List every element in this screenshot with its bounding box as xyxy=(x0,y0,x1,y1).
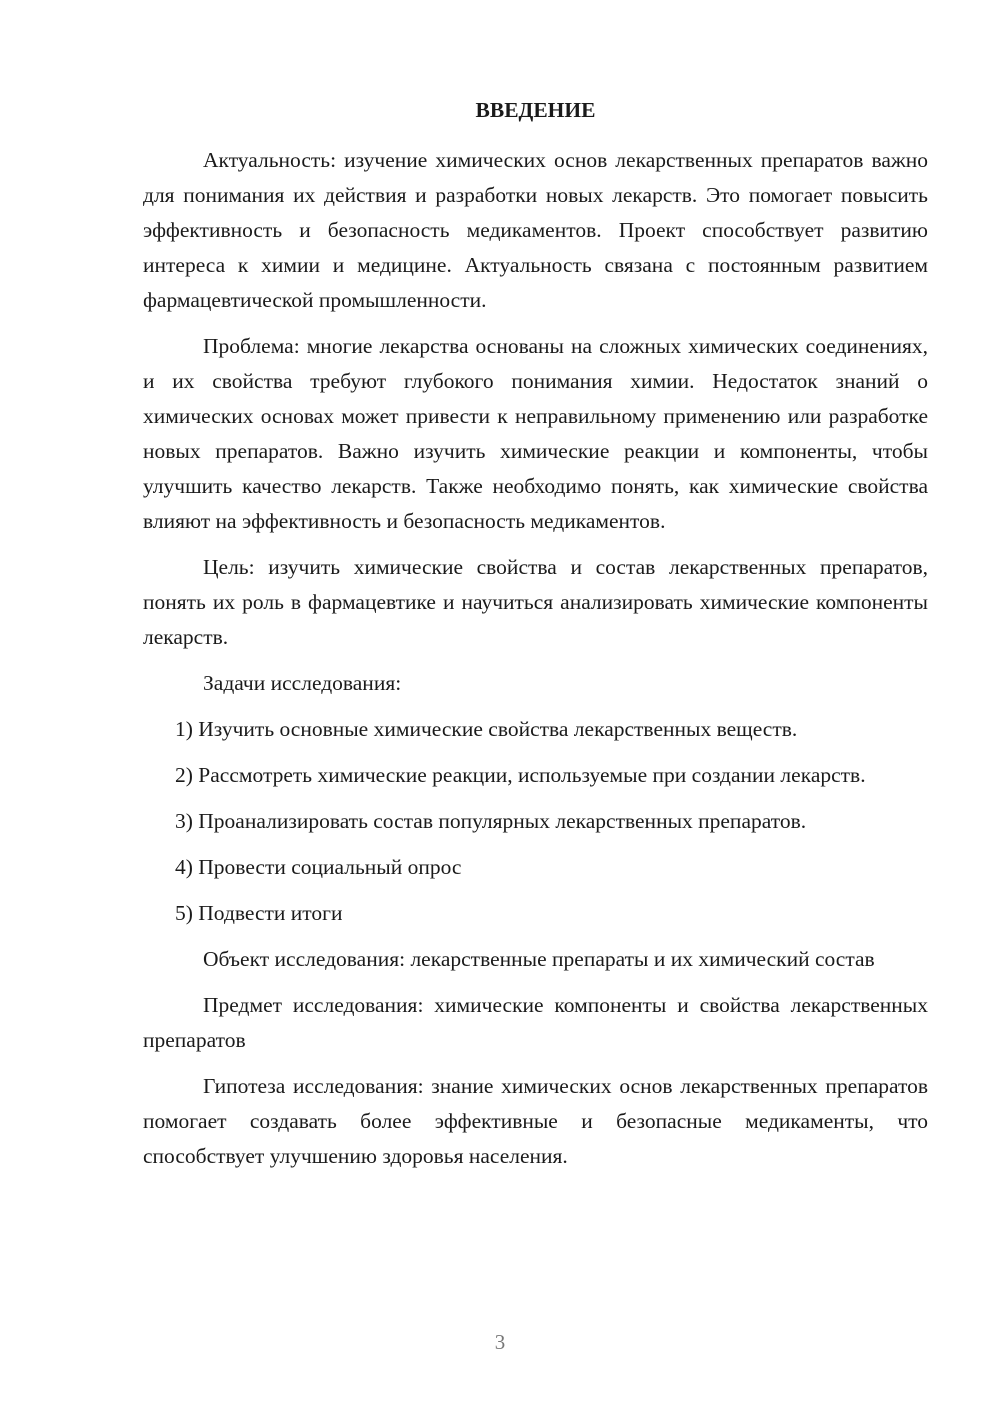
list-item: 4) Провести социальный опрос xyxy=(175,855,462,879)
paragraph-object: Объект исследования: лекарственные препараты и их химический состав xyxy=(203,947,875,971)
paragraph-problem: Проблема: многие лекарства основаны на сложных химических соединениях, и их свойства требуют глубокого понимания химии. Недостаток знаний о химических основах может привести к неправильному применению или разработке новых препаратов. Важно изучить химические реакции и компоненты, чтобы улучшить качество лекарств. Также необходимо понять, как химические свойства влияют на эффективность и безопасность медикаментов. xyxy=(143,334,928,533)
tasks-list xyxy=(143,712,928,931)
list-item: 3) Проанализировать состав популярных лекарственных препаратов. xyxy=(175,809,807,833)
section-title: ВВЕДЕНИЕ xyxy=(475,98,596,122)
paragraph-hypothesis: Гипотеза исследования: знание химических основ лекарственных препаратов помогает создавать более эффективные и безопасные медикаменты, что способствует улучшению здоровья населения. xyxy=(143,1074,928,1168)
paragraph-goal: Цель: изучить химические свойства и состав лекарственных препаратов, понять их роль в фармацевтике и научиться анализировать химические компоненты лекарств. xyxy=(143,555,928,649)
tasks-heading: Задачи исследования: xyxy=(203,671,402,695)
paragraph-subject: Предмет исследования: химические компоненты и свойства лекарственных препаратов xyxy=(143,993,928,1052)
document-page xyxy=(143,93,928,1185)
paragraph-relevance: Актуальность: изучение химических основ лекарственных препаратов важно для понимания их действия и разработки новых лекарств. Это помогает повысить эффективность и безопасность медикаментов. Проект способствует развитию интереса к химии и медицине. Актуальность связана с постоянным развитием фармацевтической промышленности. xyxy=(143,148,928,312)
list-item: 1) Изучить основные химические свойства лекарственных веществ. xyxy=(175,717,798,741)
list-item: 5) Подвести итоги xyxy=(175,901,343,925)
page-number: 3 xyxy=(494,1330,506,1354)
list-item: 2) Рассмотреть химические реакции, используемые при создании лекарств. xyxy=(175,763,866,787)
